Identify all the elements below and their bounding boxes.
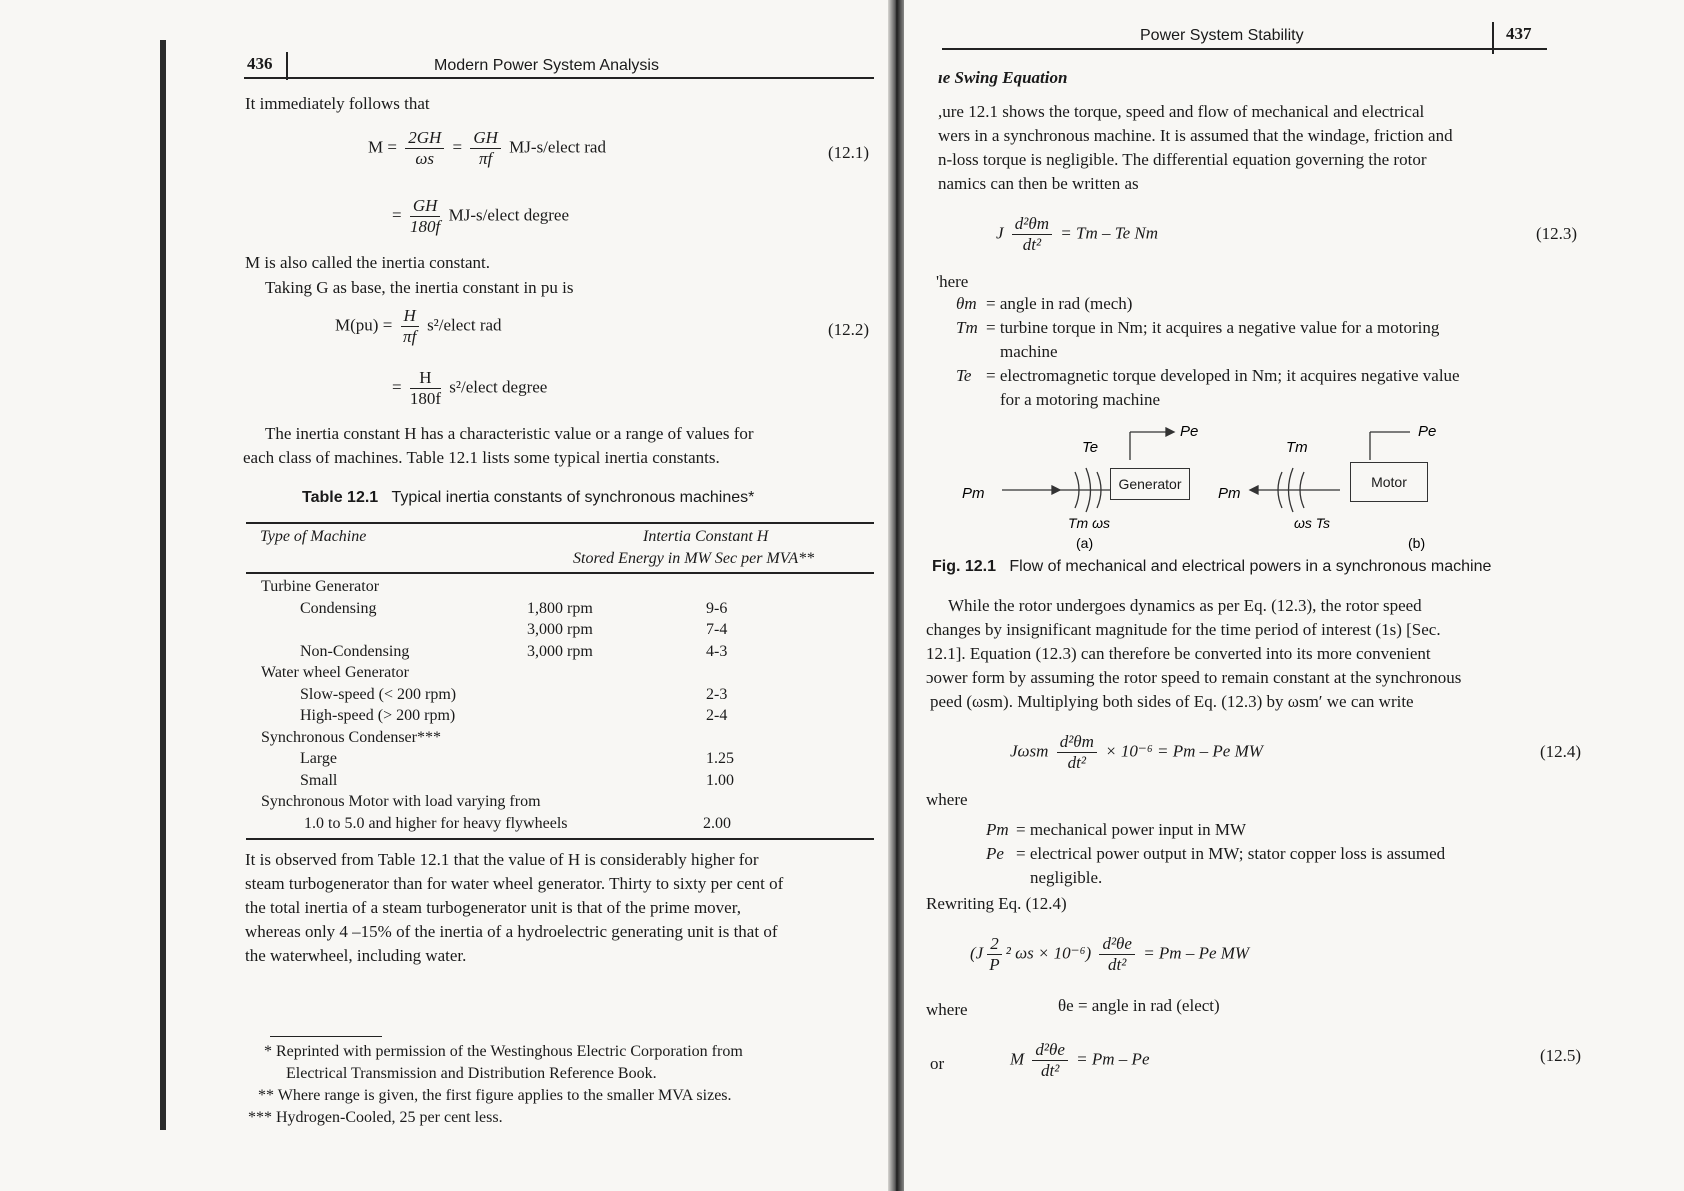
equation-number-12-3: (12.3) [1536,224,1578,243]
generator-box: Generator [1110,468,1190,500]
table-cell: Slow-speed (< 200 rpm) [300,686,457,703]
table-cell: 3,000 rpm [527,621,593,638]
label-b: (b) [1408,535,1426,551]
def-text: = angle in rad (mech) [986,294,1133,313]
where-label-3: where [926,1000,968,1019]
table-header-energy: Stored Energy in MW Sec per MVA** [573,550,815,567]
table-cell: Synchronous Motor with load varying from [261,793,541,810]
footnote-rule [270,1036,382,1037]
table-cell: 1.0 to 5.0 and higher for heavy flywheels [304,815,568,832]
table-caption [302,489,754,507]
table-header-type: Type of Machine [260,528,367,545]
equation-12-1b: = $\frac{GH}{180f}$ MJ-s/elect degree [392,196,570,236]
def-text: = turbine torque in Nm; it acquires a negative value for a motoring [986,318,1440,337]
dynamics-line-4: ɔower form by assuming the rotor speed to remain constant at the synchronous [926,668,1462,687]
def-symbol: Pm [986,820,1009,839]
book-spine [888,0,904,1191]
table-cell: High-speed (> 200 rpm) [300,707,456,724]
intro-line-3: n-loss torque is negligible. The differential equation governing the rotor [938,150,1427,169]
table-cell: Water wheel Generator [261,664,409,681]
label-tm: Tm [1286,439,1308,456]
figure-12-1 [900,0,1684,560]
inertia-note: M is also called the inertia constant. [245,253,491,272]
rewrite-label: Rewriting Eq. (12.4) [926,894,1067,913]
where-label-1: 'here [936,272,969,291]
pm-arrowhead-b [1250,486,1258,494]
intro-line-1: ,ure 12.1 shows the torque, speed and flow of mechanical and electrical [938,102,1425,121]
equation-number-12-2: (12.2) [828,320,870,339]
label-a: (a) [1076,535,1094,551]
label-tm-ws: Tm ωs [1068,515,1111,531]
label-te: Te [1082,439,1099,456]
page-number-437: 437 [1506,24,1532,43]
characteristic-text-2: each class of machines. Table 12.1 lists some typical inertia constants. [243,448,720,467]
equation-12-5: M $\frac{\text{d²θe}}{\text{dt²}}$ = Pm – Pe [1010,1040,1150,1080]
table-cell: 2-3 [706,686,728,703]
dynamics-line-1: While the rotor undergoes dynamics as per Eq. (12.3), the rotor speed [948,596,1422,615]
def-symbol: θm [956,294,977,313]
observation-line-4: whereas only 4 –15% of the inertia of a hydroelectric generating unit is that of [245,922,778,941]
def-text: = electrical power output in MW; stator copper loss is assumed [1016,844,1446,863]
label-ws-ts: ωs Ts [1294,515,1331,531]
equation-12-1: M = $\frac{2GH}{\omega s}$ = $\frac{GH}{\pi f}$ MJ-s/elect rad [368,128,606,168]
base-note: Taking G as base, the inertia constant in pu is [265,278,574,297]
pe-arrowhead [1166,428,1174,436]
equation-rewritten: (J $\frac{2}{P}$ ² ωs × 10⁻⁶) $\frac{\text{d²θe}}{\text{dt²}}$ = Pm – Pe MW [970,934,1250,974]
pm-arrowhead [1052,486,1060,494]
table-top-rule [246,522,874,524]
where-label-2: where [926,790,968,809]
label-pm-b: Pm [1218,485,1241,502]
table-header-rule [246,572,874,574]
right-page [900,0,1684,1191]
table-cell: 3,000 rpm [527,643,593,660]
def-text: machine [1000,342,1058,361]
page-shadow-edge [160,40,166,1130]
table-cell: Turbine Generator [261,578,380,595]
table-cell: Synchronous Condenser*** [261,729,441,746]
page-number-436: 436 [247,54,273,73]
equation-number-12-4: (12.4) [1540,742,1582,761]
equation-number-12-5: (12.5) [1540,1046,1582,1065]
def-symbol: Te [956,366,972,385]
figure-label: Fig. 12.1 [932,558,997,575]
table-cell: Non-Condensing [300,643,410,660]
equation-12-2: M(pu) = $\frac{H}{\pi f}$ s²/elect rad [335,306,502,346]
characteristic-text-1: The inertia constant H has a characteristic value or a range of values for [265,424,754,443]
equation-number-12-1: (12.1) [828,143,870,162]
table-bottom-rule [246,838,874,840]
footnote-1: * Reprinted with permission of the Westinghous Electric Corporation from [264,1043,743,1060]
table-cell: Condensing [300,600,377,617]
table-header-inertia: Intertia Constant H [643,528,769,545]
observation-line-1: It is observed from Table 12.1 that the value of H is considerably higher for [245,850,759,869]
dynamics-line-2: changes by insignificant magnitude for the time period of interest (1s) [Sec. [926,620,1441,639]
running-head-left: Modern Power System Analysis [434,57,659,74]
table-cell: Large [300,750,338,767]
def-symbol: Tm [956,318,978,337]
equation-12-2b: = $\frac{H}{180f}$ s²/elect degree [392,368,548,408]
table-caption-text: Typical inertia constants of synchronous machines* [391,489,755,506]
table-cell: 2-4 [706,707,728,724]
def-theta-e: θe = angle in rad (elect) [1058,996,1220,1015]
table-cell: 1,800 rpm [527,600,593,617]
footnote-2: ** Where range is given, the first figure applies to the smaller MVA sizes. [258,1087,732,1104]
label-pe-b: Pe [1418,423,1437,440]
observation-line-5: the waterwheel, including water. [245,946,467,965]
def-text: = electromagnetic torque developed in Nm; it acquires negative value [986,366,1460,385]
def-text: = mechanical power input in MW [1016,820,1247,839]
intro-text: It immediately follows that [245,94,430,113]
section-title: ıe Swing Equation [938,68,1068,87]
table-cell: 9-6 [706,600,728,617]
header-tick [286,52,288,80]
header-rule-left [244,77,874,79]
label-pm-a: Pm [962,485,985,502]
dynamics-line-5: peed (ωsm). Multiplying both sides of Eq. (12.3) by ωsm′ we can write [930,692,1414,711]
figure-caption [932,558,1491,576]
equation-12-4: Jωsm $\frac{\text{d²θm}}{\text{dt²}}$ × 10⁻⁶ = Pm – Pe MW [1010,732,1263,772]
table-cell: 4-3 [706,643,728,660]
table-cell: 1.00 [706,772,734,789]
intro-line-2: wers in a synchronous machine. It is assumed that the windage, friction and [938,126,1453,145]
footnote-1-cont: Electrical Transmission and Distribution Reference Book. [286,1065,657,1082]
footnote-3: *** Hydrogen-Cooled, 25 per cent less. [248,1109,503,1126]
table-cell: 2.00 [703,815,731,832]
def-text: for a motoring machine [1000,390,1161,409]
intro-line-4: namics can then be written as [938,174,1139,193]
motor-box: Motor [1350,462,1428,502]
table-cell: 1.25 [706,750,734,767]
running-head-right: Power System Stability [1140,27,1304,44]
figure-caption-text: Flow of mechanical and electrical powers in a synchronous machine [1009,558,1492,575]
or-label: or [930,1054,945,1073]
label-pe-a: Pe [1180,423,1199,440]
observation-line-2: steam turbogenerator than for water wheel generator. Thirty to sixty per cent of [245,874,784,893]
observation-line-3: the total inertia of a steam turbogenerator unit is that of the prime mover, [245,898,741,917]
def-text: negligible. [1030,868,1103,887]
table-cell: Small [300,772,338,789]
equation-12-3: J $\frac{\text{d²θm}}{\text{dt²}}$ = Tm – Te Nm [996,214,1159,254]
table-label: Table 12.1 [302,489,379,506]
def-symbol: Pe [986,844,1004,863]
dynamics-line-3: 12.1]. Equation (12.3) can therefore be converted into its more convenient [926,644,1431,663]
table-cell: 7-4 [706,621,728,638]
